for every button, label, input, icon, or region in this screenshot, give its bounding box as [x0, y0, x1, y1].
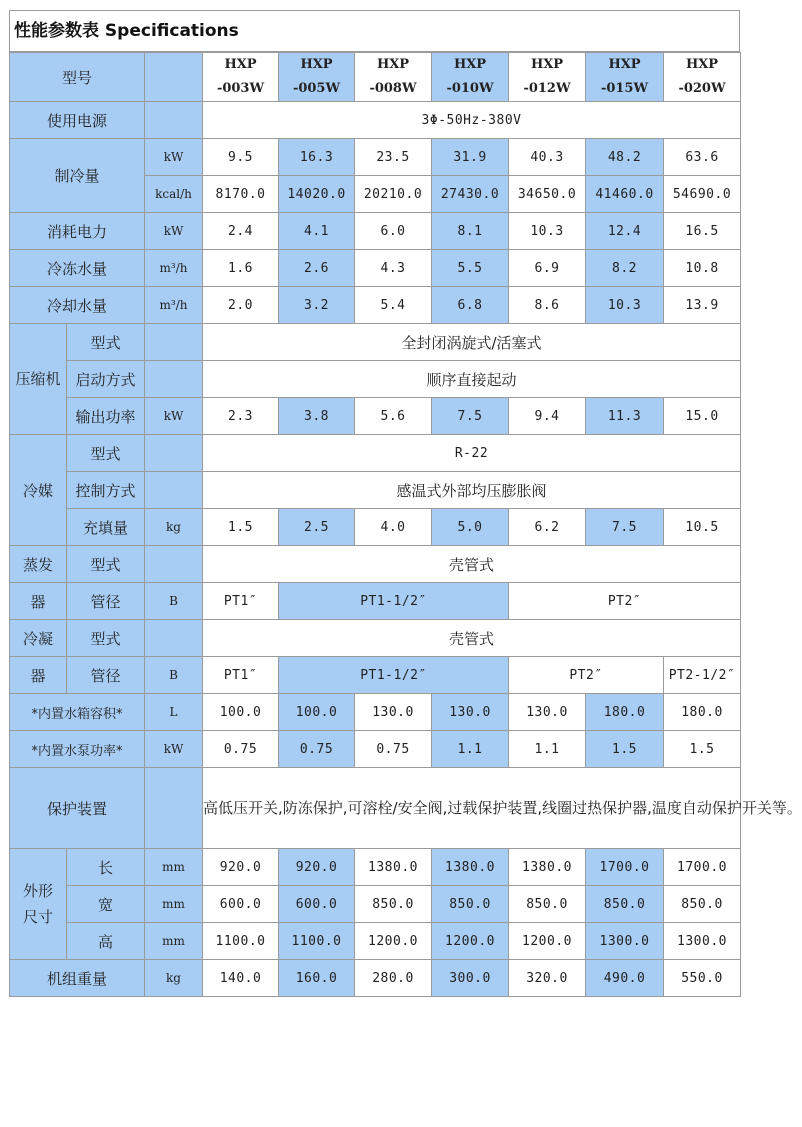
model-cell: HXP -015W — [586, 53, 664, 102]
value-cell: 8.1 — [432, 213, 509, 250]
value-cell: 63.6 — [664, 139, 741, 176]
model-cell: HXP -010W — [432, 53, 509, 102]
value-cell: 9.5 — [203, 139, 279, 176]
unit-cell: kcal/h — [145, 176, 203, 213]
value-cell: 2.6 — [279, 250, 355, 287]
row-power-supply — [10, 102, 741, 139]
row-power-consumption — [10, 213, 741, 250]
value-cell: PT1″ — [203, 583, 279, 620]
value-cell: 1200.0 — [432, 923, 509, 960]
value-cell: 15.0 — [664, 398, 741, 435]
value-cell: 1200.0 — [509, 923, 586, 960]
group-label-bottom: 器 — [10, 583, 67, 620]
row-protection — [10, 768, 741, 849]
merged-value: 壳管式 — [203, 546, 741, 583]
row-compressor-type — [10, 324, 741, 361]
unit-cell — [145, 361, 203, 398]
merged-value: 高低压开关,防冻保护,可溶栓/安全阀,过载保护装置,线圈过热保护器,温度自动保护开关等。 — [203, 768, 741, 849]
row-tank — [10, 694, 741, 731]
unit-cell: kW — [145, 213, 203, 250]
model-cell: HXP -012W — [509, 53, 586, 102]
value-cell: 3.2 — [279, 287, 355, 324]
merged-value: 壳管式 — [203, 620, 741, 657]
value-cell: 850.0 — [355, 886, 432, 923]
value-cell: 160.0 — [279, 960, 355, 997]
value-cell: 23.5 — [355, 139, 432, 176]
row-label: 使用电源 — [10, 102, 145, 139]
row-evaporator-type — [10, 546, 741, 583]
model-label: 型号 — [10, 53, 145, 102]
value-cell: 320.0 — [509, 960, 586, 997]
row-label: 型式 — [67, 435, 145, 472]
value-cell: 4.1 — [279, 213, 355, 250]
value-cell: 7.5 — [432, 398, 509, 435]
row-label: 管径 — [67, 583, 145, 620]
value-cell: 1.1 — [432, 731, 509, 768]
value-cell: 600.0 — [203, 886, 279, 923]
value-cell: 1700.0 — [664, 849, 741, 886]
value-cell: 920.0 — [279, 849, 355, 886]
value-cell: 16.5 — [664, 213, 741, 250]
row-label: 消耗电力 — [10, 213, 145, 250]
value-cell: 1.5 — [203, 509, 279, 546]
value-cell: 850.0 — [586, 886, 664, 923]
row-label: 长 — [67, 849, 145, 886]
value-cell: 100.0 — [203, 694, 279, 731]
value-cell: 2.3 — [203, 398, 279, 435]
row-label: 启动方式 — [67, 361, 145, 398]
model-cell: HXP -020W — [664, 53, 741, 102]
value-cell: 16.3 — [279, 139, 355, 176]
merged-value: PT2″ — [509, 583, 741, 620]
value-cell: 7.5 — [586, 509, 664, 546]
row-label: 高 — [67, 923, 145, 960]
value-cell: 130.0 — [432, 694, 509, 731]
model-cell: HXP -008W — [355, 53, 432, 102]
value-cell: 10.3 — [509, 213, 586, 250]
row-label: *内置水泵功率* — [10, 731, 145, 768]
value-cell: 850.0 — [664, 886, 741, 923]
group-label-top: 蒸发 — [10, 546, 67, 583]
value-cell: 550.0 — [664, 960, 741, 997]
value-cell: 1300.0 — [664, 923, 741, 960]
row-weight — [10, 960, 741, 997]
value-cell: 600.0 — [279, 886, 355, 923]
value-cell: 1700.0 — [586, 849, 664, 886]
value-cell: PT1″ — [203, 657, 279, 694]
merged-value: PT1-1/2″ — [279, 583, 509, 620]
merged-value: PT1-1/2″ — [279, 657, 509, 694]
row-label: 型式 — [67, 324, 145, 361]
model-unit-cell — [145, 53, 203, 102]
model-cell: HXP -003W — [203, 53, 279, 102]
row-pump — [10, 731, 741, 768]
value-cell: 850.0 — [432, 886, 509, 923]
row-evaporator-pipe — [10, 583, 741, 620]
unit-cell: kW — [145, 139, 203, 176]
group-label: 冷媒 — [10, 435, 67, 546]
row-condenser-pipe — [10, 657, 741, 694]
unit-cell — [145, 768, 203, 849]
group-label: 压缩机 — [10, 324, 67, 435]
value-cell: 130.0 — [509, 694, 586, 731]
row-compressor-output — [10, 398, 741, 435]
value-cell: 2.4 — [203, 213, 279, 250]
value-cell: 8170.0 — [203, 176, 279, 213]
value-cell: PT2-1/2″ — [664, 657, 741, 694]
value-cell: 920.0 — [203, 849, 279, 886]
value-cell: 1100.0 — [279, 923, 355, 960]
unit-cell: B — [145, 583, 203, 620]
value-cell: 0.75 — [203, 731, 279, 768]
row-label: 充填量 — [67, 509, 145, 546]
value-cell: 9.4 — [509, 398, 586, 435]
value-cell: 1380.0 — [355, 849, 432, 886]
group-label-bottom: 器 — [10, 657, 67, 694]
unit-cell: m³/h — [145, 287, 203, 324]
value-cell: 100.0 — [279, 694, 355, 731]
value-cell: 4.3 — [355, 250, 432, 287]
unit-cell: mm — [145, 923, 203, 960]
row-cooling-water — [10, 287, 741, 324]
row-refrigerant-control — [10, 472, 741, 509]
row-label: 管径 — [67, 657, 145, 694]
row-compressor-start — [10, 361, 741, 398]
value-cell: 1.6 — [203, 250, 279, 287]
merged-value: 感温式外部均压膨胀阀 — [203, 472, 741, 509]
value-cell: 8.6 — [509, 287, 586, 324]
value-cell: 12.4 — [586, 213, 664, 250]
row-label: 型式 — [67, 546, 145, 583]
value-cell: 1300.0 — [586, 923, 664, 960]
group-label: 外形 尺寸 — [10, 849, 67, 960]
row-chilled-water — [10, 250, 741, 287]
value-cell: 27430.0 — [432, 176, 509, 213]
row-label: 制冷量 — [10, 139, 145, 213]
value-cell: 48.2 — [586, 139, 664, 176]
value-cell: 20210.0 — [355, 176, 432, 213]
row-label: 保护装置 — [10, 768, 145, 849]
unit-cell: kg — [145, 960, 203, 997]
value-cell: 10.3 — [586, 287, 664, 324]
value-cell: 140.0 — [203, 960, 279, 997]
merged-value: R-22 — [203, 435, 741, 472]
unit-cell: kW — [145, 731, 203, 768]
row-refrigerant-type — [10, 435, 741, 472]
row-label: 冷却水量 — [10, 287, 145, 324]
unit-cell — [145, 472, 203, 509]
value-cell: 54690.0 — [664, 176, 741, 213]
unit-cell: mm — [145, 886, 203, 923]
value-cell: 11.3 — [586, 398, 664, 435]
unit-cell — [145, 620, 203, 657]
unit-cell: L — [145, 694, 203, 731]
value-cell: 0.75 — [279, 731, 355, 768]
row-dim-length — [10, 849, 741, 886]
value-cell: 300.0 — [432, 960, 509, 997]
value-cell: 1380.0 — [509, 849, 586, 886]
value-cell: 2.5 — [279, 509, 355, 546]
value-cell: 4.0 — [355, 509, 432, 546]
unit-cell: kg — [145, 509, 203, 546]
unit-cell — [145, 324, 203, 361]
value-cell: 5.5 — [432, 250, 509, 287]
merged-value: 3Φ-50Hz-380V — [203, 102, 741, 139]
value-cell: 40.3 — [509, 139, 586, 176]
unit-cell: B — [145, 657, 203, 694]
unit-cell: mm — [145, 849, 203, 886]
value-cell: 280.0 — [355, 960, 432, 997]
merged-value: PT2″ — [509, 657, 664, 694]
value-cell: 1.1 — [509, 731, 586, 768]
value-cell: 31.9 — [432, 139, 509, 176]
merged-value: 全封闭涡旋式/活塞式 — [203, 324, 741, 361]
value-cell: 10.8 — [664, 250, 741, 287]
value-cell: 6.8 — [432, 287, 509, 324]
value-cell: 6.0 — [355, 213, 432, 250]
value-cell: 6.9 — [509, 250, 586, 287]
value-cell: 6.2 — [509, 509, 586, 546]
value-cell: 8.2 — [586, 250, 664, 287]
row-model — [10, 53, 741, 102]
row-label: 控制方式 — [67, 472, 145, 509]
value-cell: 1200.0 — [355, 923, 432, 960]
value-cell: 1380.0 — [432, 849, 509, 886]
unit-cell — [145, 546, 203, 583]
value-cell: 180.0 — [586, 694, 664, 731]
row-label: *内置水箱容积* — [10, 694, 145, 731]
value-cell: 1.5 — [586, 731, 664, 768]
value-cell: 1.5 — [664, 731, 741, 768]
value-cell: 0.75 — [355, 731, 432, 768]
unit-cell — [145, 435, 203, 472]
value-cell: 5.6 — [355, 398, 432, 435]
value-cell: 34650.0 — [509, 176, 586, 213]
value-cell: 5.0 — [432, 509, 509, 546]
table-title: 性能参数表 Specifications — [9, 10, 740, 52]
model-cell: HXP -005W — [279, 53, 355, 102]
value-cell: 850.0 — [509, 886, 586, 923]
value-cell: 10.5 — [664, 509, 741, 546]
group-label-top: 冷凝 — [10, 620, 67, 657]
value-cell: 5.4 — [355, 287, 432, 324]
row-label: 型式 — [67, 620, 145, 657]
unit-cell — [145, 102, 203, 139]
row-cooling-kw — [10, 139, 741, 176]
value-cell: 14020.0 — [279, 176, 355, 213]
value-cell: 2.0 — [203, 287, 279, 324]
row-refrigerant-charge — [10, 509, 741, 546]
value-cell: 3.8 — [279, 398, 355, 435]
row-label: 冷冻水量 — [10, 250, 145, 287]
row-label: 宽 — [67, 886, 145, 923]
value-cell: 41460.0 — [586, 176, 664, 213]
value-cell: 13.9 — [664, 287, 741, 324]
value-cell: 1100.0 — [203, 923, 279, 960]
unit-cell: kW — [145, 398, 203, 435]
value-cell: 180.0 — [664, 694, 741, 731]
row-dim-height — [10, 923, 741, 960]
value-cell: 490.0 — [586, 960, 664, 997]
row-condenser-type — [10, 620, 741, 657]
value-cell: 130.0 — [355, 694, 432, 731]
row-label: 机组重量 — [10, 960, 145, 997]
row-dim-width — [10, 886, 741, 923]
row-label: 输出功率 — [67, 398, 145, 435]
spec-table — [9, 52, 802, 997]
merged-value: 顺序直接起动 — [203, 361, 741, 398]
unit-cell: m³/h — [145, 250, 203, 287]
